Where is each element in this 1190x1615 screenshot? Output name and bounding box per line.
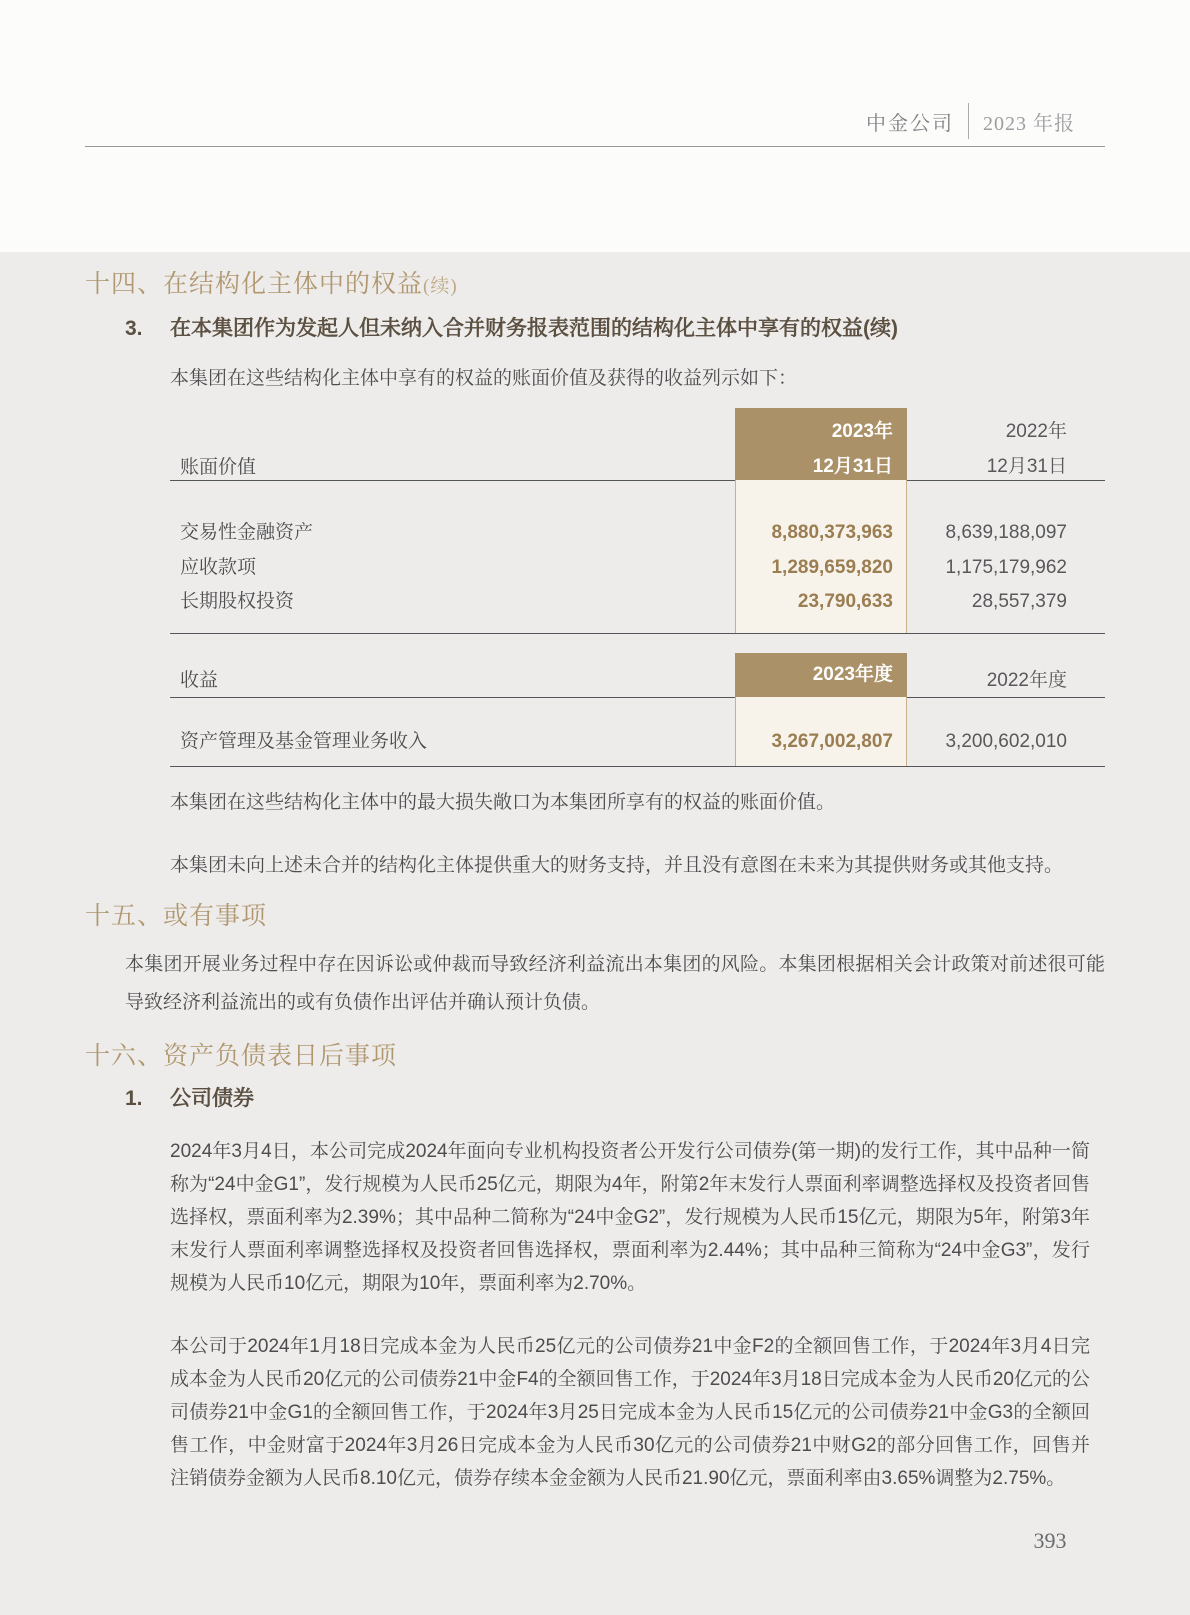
value-2023: 8,880,373,963 — [771, 522, 893, 543]
bond-repurchase-paragraph: 本公司于2024年1月18日完成本金为人民币25亿元的公司债券21中金F2的全额回售工作，于2024年3月4日完成本金为人民币20亿元的公司债券21中金F4的全额回售工作，于2024年3月18日完成本金为人民币20亿元的公司债券21中金G1的全额回售工作，于2024年3月25日完成本金为人民币15亿元的公司债券21中金G3的全额回售工作，中金财富于2024年3月26日完成本金为人民币30亿元的公司债券21中财G2的部分回售工作，回售并注销债券金额为人民币8.10亿元，债券存续本金金额为人民币21.90亿元，票面利率由3.65%调整为2.75%。 — [170, 1336, 1090, 1489]
item-title: 在本集团作为发起人但未纳入合并财务报表范围的结构化主体中享有的权益 — [170, 317, 863, 340]
section-16-heading-text: 十六、资产负债表日后事项 — [85, 1042, 398, 1070]
column-header-2022 — [987, 665, 1067, 692]
table-head-rule — [170, 697, 1105, 698]
no-support-note: 本集团未向上述未合并的结构化主体提供重大的财务支持，并且没有意图在未来为其提供财务或其他支持。 — [170, 855, 1064, 876]
col-2022-date: 12月31日 — [986, 456, 1067, 477]
item-title: 公司债券 — [170, 1087, 254, 1110]
col-2023-year: 2023年 — [831, 421, 893, 442]
company-name: 中金公司 — [866, 112, 954, 135]
value-2023: 1,289,659,820 — [771, 557, 893, 578]
table-row — [170, 519, 1105, 547]
value-2023: 23,790,633 — [797, 591, 893, 612]
col-2022-period: 2022年度 — [986, 670, 1067, 691]
header-divider — [968, 103, 969, 139]
value-2022: 8,639,188,097 — [945, 522, 1067, 543]
table-intro-text: 本集团在这些结构化主体中享有的权益的账面价值及获得的收益列示如下： — [170, 368, 798, 389]
bond-issue-paragraph: 2024年3月4日，本公司完成2024年面向专业机构投资者公开发行公司债券(第一期)的发行工作，其中品种一简称为“24中金G1”，发行规模为人民币25亿元，期限为4年，附第2年末发行人票面利率调整选择权及投资者回售选择权，票面利率为2.39%；其中品种二简称为“24中金G2”，发行规模为人民币15亿元，期限为5年，附第3年末发行人票面利率调整选择权及投资者回售选择权，票面利率为2.44%；其中品种三简称为“24中金G3”，发行规模为人民币10亿元，期限为10年，票面利率为2.70%。 — [170, 1141, 1090, 1294]
section-16-heading — [85, 1036, 397, 1072]
contingencies-paragraph: 本集团开展业务过程中存在因诉讼或仲裁而导致经济利益流出本集团的风险。本集团根据相关会计政策对前述很可能导致经济利益流出的或有负债作出评估并确认预计负债。 — [125, 954, 1105, 1013]
value-2022: 28,557,379 — [971, 591, 1067, 612]
section-14-heading — [85, 264, 458, 300]
header-rule — [85, 146, 1105, 147]
item-number: 3. — [125, 317, 143, 340]
table-bottom-rule — [170, 766, 1105, 767]
col-2022-year: 2022年 — [1005, 421, 1067, 442]
section-15-heading-text: 十五、或有事项 — [85, 902, 268, 930]
highlight-column-header-2023 — [735, 408, 907, 480]
page-number: 393 — [1033, 1528, 1067, 1553]
table-row — [170, 588, 1105, 616]
column-header-2022 — [987, 416, 1067, 478]
page-header — [866, 101, 1075, 141]
value-2022: 3,200,602,010 — [945, 731, 1067, 752]
value-2023: 3,267,002,807 — [771, 731, 893, 752]
section-14-heading-text: 十四、在结构化主体中的权益 — [85, 270, 424, 298]
section-15-heading — [85, 896, 267, 932]
report-year-label: 2023 年报 — [983, 112, 1075, 135]
carrying-value-table — [170, 408, 1105, 634]
income-table — [170, 653, 1105, 767]
section-14-item-3 — [125, 312, 898, 342]
row-label: 长期股权投资 — [180, 591, 295, 612]
row-label: 交易性金融资产 — [180, 522, 314, 543]
table-bottom-rule — [170, 633, 1105, 634]
highlight-column-header-2023 — [735, 653, 907, 697]
table-row — [170, 554, 1105, 582]
col-2023-date: 12月31日 — [812, 456, 893, 477]
table-head-rule — [170, 480, 1105, 481]
section-14-continued-mark: (续) — [423, 276, 458, 297]
row-label: 资产管理及基金管理业务收入 — [180, 731, 428, 752]
section-16-item-1 — [125, 1082, 254, 1112]
value-2022: 1,175,179,962 — [945, 557, 1067, 578]
item-continued-mark: (续) — [863, 317, 898, 340]
table-row-header: 账面价值 — [180, 457, 257, 478]
table-row — [170, 728, 1105, 756]
table-row-header: 收益 — [180, 670, 219, 691]
row-label: 应收款项 — [180, 557, 257, 578]
col-2023-period: 2023年度 — [812, 664, 893, 685]
item-number: 1. — [125, 1087, 143, 1110]
max-loss-note: 本集团在这些结构化主体中的最大损失敞口为本集团所享有的权益的账面价值。 — [170, 792, 836, 813]
